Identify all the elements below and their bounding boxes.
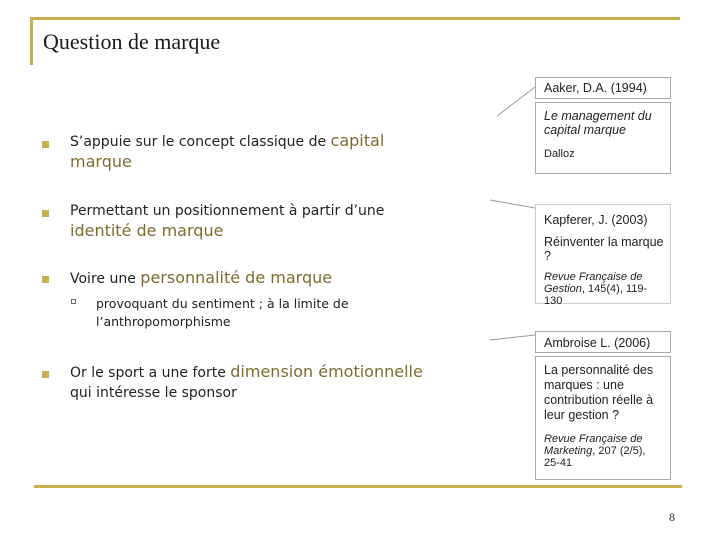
reference-kapferer — [535, 204, 671, 307]
bullet-marker — [42, 371, 49, 378]
bullet-2 — [70, 201, 430, 242]
ref-kapferer-journal: Revue Française de Gestion — [544, 271, 643, 295]
bullet-1 — [70, 131, 430, 173]
ref-aaker-title: Le management du capital marque — [544, 109, 652, 137]
page-number: 8 — [669, 510, 675, 524]
ref-kapferer-details: , 145(4), 119-130 — [544, 283, 648, 307]
bottom-rule — [34, 485, 682, 488]
bullet-marker — [42, 276, 49, 283]
bullet-4-highlight: dimension émotionnelle — [230, 362, 423, 381]
connector-line-aaker — [497, 87, 535, 116]
bullet-4-text: Or le sport a une forte — [70, 365, 231, 381]
bullet-3-sub: provoquant du sentiment ; à la limite de l’anthropomorphisme — [96, 296, 349, 329]
ref-ambroise-journal: Revue Française de Marketing — [544, 433, 643, 457]
bullet-3-text: Voire une — [70, 271, 141, 287]
bullet-marker — [42, 141, 49, 148]
ref-kapferer-title: Réinventer la marque ? — [544, 235, 664, 263]
connector-line-kapferer — [490, 200, 535, 208]
bullet-3 — [70, 268, 450, 289]
bullet-2-text: Permettant un positionnement à partir d’une — [70, 203, 385, 219]
bullet-3-highlight: personnalité de marque — [140, 268, 333, 287]
reference-ambroise-author — [535, 331, 671, 353]
ref-ambroise-citation — [544, 433, 664, 469]
bullet-1-text: S’appuie sur le concept classique de — [70, 134, 331, 150]
ref-ambroise-details: , 207 (2/5), 25-41 — [544, 445, 646, 469]
reference-aaker-author — [535, 77, 671, 99]
ref-kapferer-author: Kapferer, J. (2003) — [544, 213, 648, 227]
bullet-2-highlight: identité de marque — [70, 221, 224, 240]
connector-line-ambroise — [490, 335, 535, 340]
ref-ambroise-title: La personnalité des marques : une contribution réelle à leur gestion ? — [544, 363, 654, 422]
sub-bullet-marker — [71, 299, 76, 304]
slide-title: Question de marque — [43, 29, 221, 54]
ref-kapferer-citation — [544, 271, 664, 307]
bullet-4 — [70, 362, 460, 403]
ref-ambroise-author-text: Ambroise L. (2006) — [544, 336, 651, 350]
bullet-marker — [42, 210, 49, 217]
bullet-4-text-after: qui intéresse le sponsor — [70, 385, 237, 401]
bullet-1-highlight: capital marque — [70, 131, 385, 171]
reference-ambroise-body — [535, 356, 671, 480]
ref-aaker-author-text: Aaker, D.A. (1994) — [544, 81, 647, 95]
reference-aaker-body — [535, 102, 671, 174]
ref-aaker-publisher: Dalloz — [544, 148, 575, 160]
